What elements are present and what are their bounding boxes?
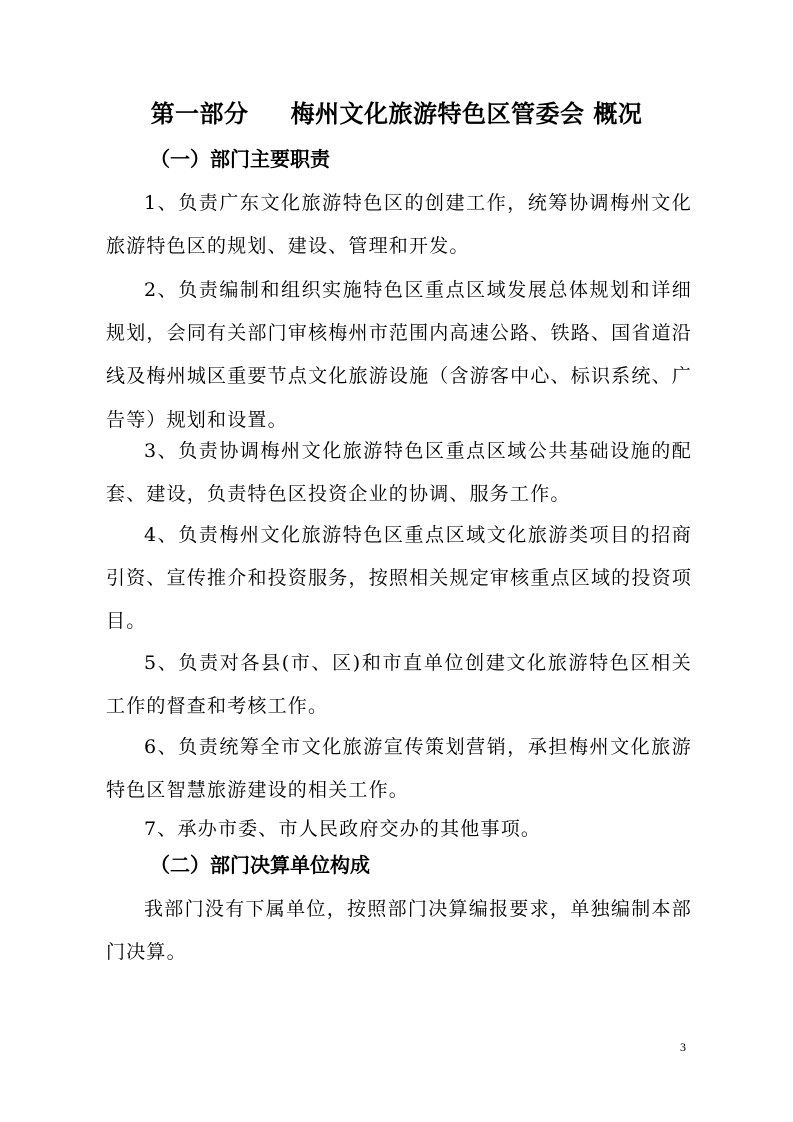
title-main: 梅州文化旅游特色区管委会 概况: [290, 100, 643, 128]
page-title: [0, 98, 793, 130]
page-number: 3: [680, 1040, 686, 1054]
section1-heading: （一）部门主要职责: [150, 147, 330, 171]
duty-paragraph-4: 4、负责梅州文化旅游特色区重点区域文化旅游类项目的招商引资、宣传推介和投资服务，按照相关规定审核重点区域的投资项目。: [106, 524, 692, 633]
duty-paragraph-1: 1、负责广东文化旅游特色区的创建工作，统筹协调梅州文化旅游特色区的规划、建设、管理和开发。: [106, 192, 692, 258]
title-part: 第一部分: [150, 100, 249, 128]
duty-paragraph-7: 7、承办市委、市人民政府交办的其他事项。: [144, 818, 542, 840]
section2-heading: （二）部门决算单位构成: [150, 853, 370, 877]
duty-paragraph-5: 5、负责对各县(市、区)和市直单位创建文化旅游特色区相关工作的督查和考核工作。: [106, 652, 692, 718]
section2-paragraph: 我部门没有下属单位，按照部门决算编报要求，单独编制本部门决算。: [106, 898, 692, 964]
duty-paragraph-6: 6、负责统筹全市文化旅游宣传策划营销，承担梅州文化旅游特色区智慧旅游建设的相关工作。: [106, 736, 692, 802]
duty-paragraph-3: 3、负责协调梅州文化旅游特色区重点区域公共基础设施的配套、建设，负责特色区投资企业的协调、服务工作。: [106, 440, 692, 506]
duty-paragraph-2: 2、负责编制和组织实施特色区重点区域发展总体规划和详细规划，会同有关部门审核梅州市范围内高速公路、铁路、国省道沿线及梅州城区重要节点文化旅游设施（含游客中心、标识系统、广告等）规划和设置。: [106, 279, 692, 431]
